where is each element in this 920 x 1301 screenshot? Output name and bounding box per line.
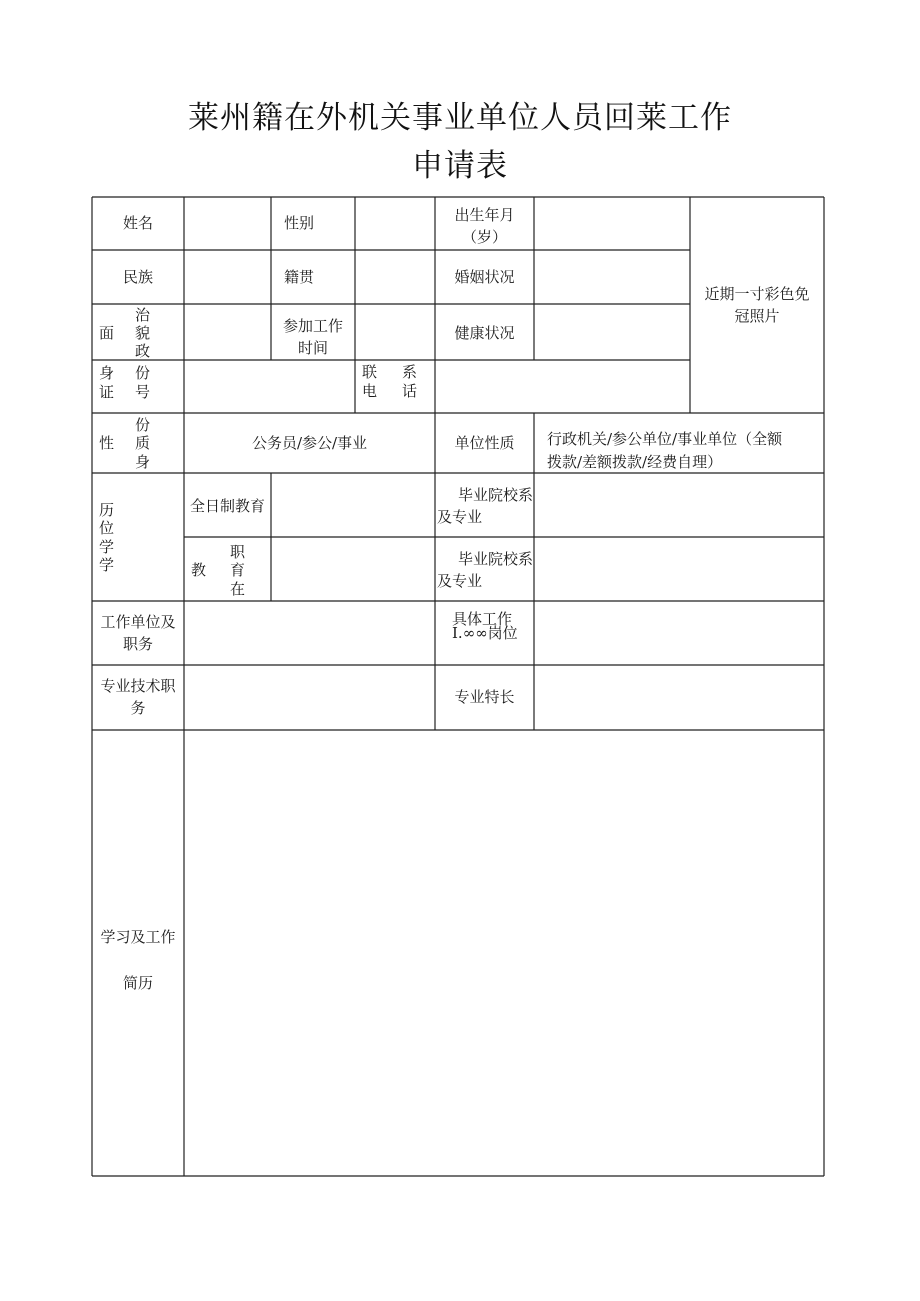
label-phone-d: 话 [402, 382, 418, 400]
photo-placeholder[interactable] [690, 283, 824, 327]
label-birth [435, 204, 534, 248]
label-tech-title-line1: 专业技术职 [100, 677, 176, 695]
label-work-unit-line2: 职务 [122, 635, 153, 653]
unit-nature-line2: 拨款/差额拨款/经费自理） [547, 453, 723, 471]
label-work-unit-line1: 工作单位及 [100, 613, 176, 631]
label-status-b: 性 [99, 434, 115, 452]
specialty-field[interactable] [535, 666, 823, 729]
unit-nature-line1: 行政机关/参公单位/事业单位（全额 [547, 430, 783, 448]
label-grad-school2-line2: 及专业 [437, 572, 483, 590]
label-birth-line2: （岁） [461, 228, 507, 246]
photo-label-line2: 冠照片 [734, 307, 780, 325]
label-phone-c: 电 [362, 382, 378, 400]
label-post-line2: I.∞∞岗位 [452, 624, 518, 642]
label-inservice-d: 在 [230, 580, 246, 598]
label-edu-b: 位 [99, 519, 115, 537]
health-field[interactable] [535, 305, 689, 359]
label-fulltime-edu: 全日制教育 [189, 497, 265, 515]
label-unit-nature: 单位性质 [454, 434, 515, 452]
label-post [452, 612, 518, 640]
photo-label-line1: 近期一寸彩色免 [704, 285, 810, 303]
ethnicity-field[interactable] [185, 251, 270, 303]
grad-school-field[interactable] [535, 474, 823, 536]
label-health: 健康状况 [454, 324, 515, 342]
name-field[interactable] [185, 198, 270, 249]
label-grad-school-2 [437, 548, 533, 592]
label-tech-title [92, 675, 184, 719]
label-status-c: 质 [135, 434, 151, 452]
gender-field[interactable] [356, 198, 434, 249]
label-join-work-line1: 参加工作 [282, 317, 343, 335]
label-id-b: 份 [135, 364, 151, 382]
label-work-unit [92, 611, 184, 655]
fulltime-edu-field[interactable] [272, 474, 434, 536]
label-tech-title-line2: 务 [130, 699, 146, 717]
inservice-edu-field[interactable] [272, 538, 434, 600]
resume-field[interactable] [185, 731, 823, 1175]
label-status-a: 份 [135, 416, 151, 434]
label-birth-line1: 出生年月 [454, 206, 515, 224]
status-value[interactable]: 公务员/参公/事业 [251, 434, 368, 452]
id-number-field[interactable] [185, 361, 354, 412]
label-status-d: 身 [135, 453, 151, 471]
label-political-b: 貌 [135, 324, 151, 342]
work-unit-field[interactable] [185, 602, 434, 664]
label-inservice-c: 育 [230, 561, 246, 579]
marital-field[interactable] [535, 251, 689, 303]
post-field[interactable] [535, 602, 823, 664]
label-resume-line1: 学习及工作 [100, 928, 176, 946]
label-name: 姓名 [122, 214, 153, 232]
unit-nature-value[interactable] [547, 428, 822, 474]
label-join-work [271, 315, 355, 359]
label-id-c: 证 [99, 383, 115, 401]
label-political-a: 治 [135, 306, 151, 324]
tech-title-field[interactable] [185, 666, 434, 729]
native-place-field[interactable] [356, 251, 434, 303]
label-marital: 婚姻状况 [454, 268, 515, 286]
label-edu-a: 历 [99, 501, 115, 519]
label-inservice-a: 职 [230, 543, 246, 561]
label-id-d: 号 [135, 383, 151, 401]
grad-school-2-field[interactable] [535, 538, 823, 600]
label-edu-c: 学 [99, 538, 115, 556]
label-specialty: 专业特长 [454, 688, 515, 706]
form-title-line2: 申请表 [412, 148, 508, 184]
label-phone-a: 联 [362, 363, 378, 381]
label-grad-school-line2: 及专业 [437, 508, 483, 526]
label-grad-school [437, 484, 533, 528]
label-phone-b: 系 [402, 363, 418, 381]
join-work-field[interactable] [356, 305, 434, 359]
label-id-a: 身 [99, 364, 115, 382]
label-inservice-b: 教 [191, 561, 207, 579]
label-native-place: 籍贯 [284, 268, 315, 286]
label-resume [92, 926, 184, 994]
label-post-line1: 具体工作 [452, 610, 513, 628]
label-political-d: 政 [135, 342, 151, 360]
label-ethnicity: 民族 [122, 268, 153, 286]
birth-field[interactable] [535, 198, 689, 249]
label-gender: 性别 [284, 214, 315, 232]
form-title-line1: 莱州籍在外机关事业单位人员回莱工作 [188, 100, 732, 136]
label-grad-school-line1: 毕业院校系 [457, 486, 533, 504]
label-grad-school2-line1: 毕业院校系 [457, 550, 533, 568]
label-political-c: 面 [99, 324, 115, 342]
label-resume-line2: 简历 [122, 974, 153, 992]
label-edu-d: 学 [99, 556, 115, 574]
label-join-work-line2: 时间 [297, 339, 328, 357]
political-field[interactable] [185, 305, 270, 359]
phone-field[interactable] [436, 361, 689, 412]
